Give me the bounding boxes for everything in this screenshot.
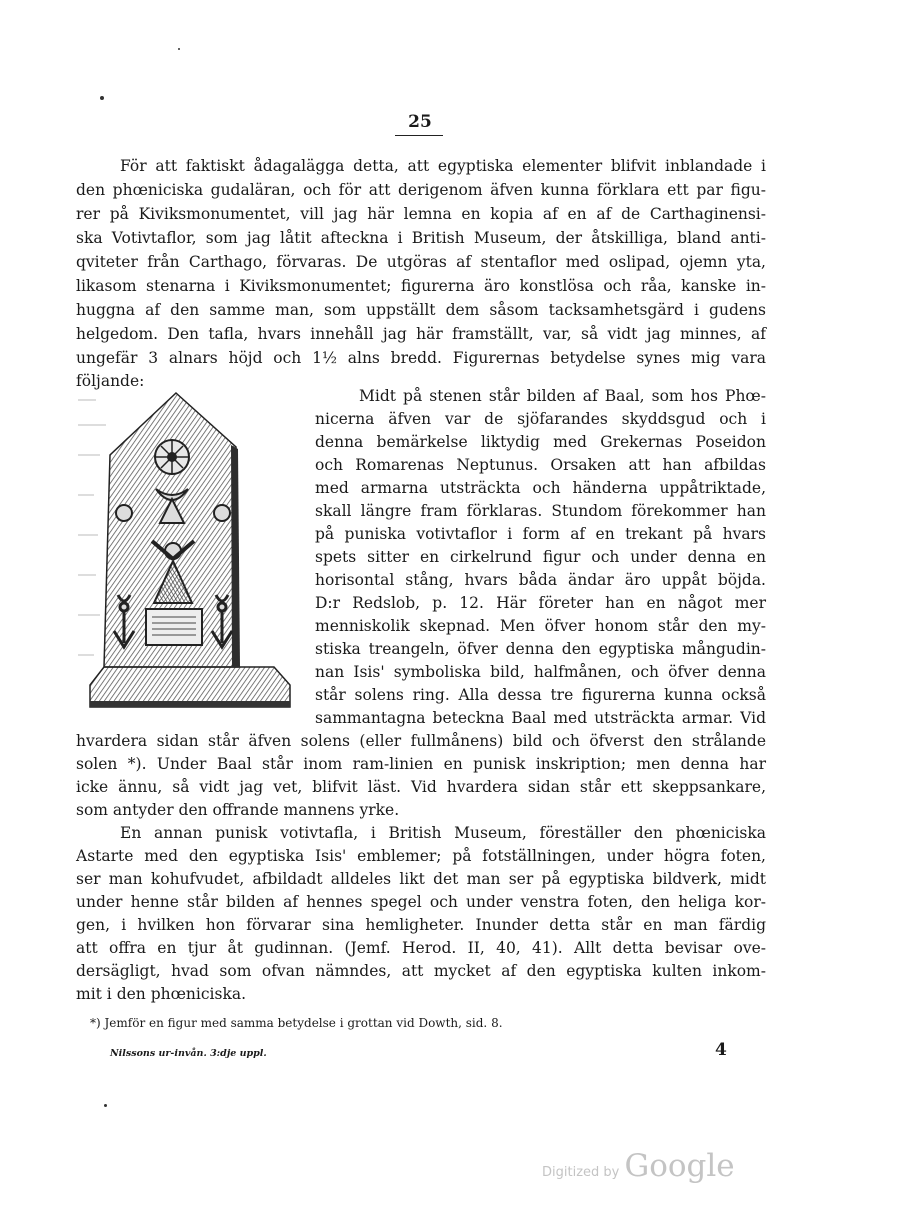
speck-3	[104, 1104, 107, 1107]
text-line: horisontal stång, hvars båda ändar äro uppåt böjda.	[315, 571, 766, 589]
text-line: D:r Redslob, p. 12. Här företer han en något mer	[315, 594, 766, 612]
text-line: spets sitter en cirkelrund figur och under denna en	[315, 548, 766, 566]
text-line: sammantagna beteckna Baal med utsträckta armar. Vid	[315, 709, 766, 727]
text-line: En annan punisk votivtafla, i British Museum, föreställer den phœniciska	[120, 824, 766, 842]
text-line: stiska treangeln, öfver denna den egyptiska mångudin-	[315, 640, 766, 658]
text-line: mit i den phœniciska.	[76, 985, 247, 1003]
text-line: Midt på stenen står bilden af Baal, som hos Phœ-	[359, 387, 766, 405]
text-line: likasom stenarna i Kiviksmonumentet; figurerna äro konstlösa och råa, kanske in-	[76, 277, 766, 295]
text-line: nan Isis' symboliska bild, halfmånen, och öfver denna	[315, 663, 766, 681]
page-number: 25	[408, 112, 432, 132]
inscription-frame	[146, 609, 202, 645]
right-disc-icon	[214, 505, 230, 521]
votive-stele-illustration	[76, 385, 316, 720]
text-line: med armarna utsträckta och händerna uppåtriktade,	[315, 479, 766, 497]
text-line: menniskolik skepnad. Men öfver honom står den my-	[315, 617, 766, 635]
left-disc-icon	[116, 505, 132, 521]
watermark-prefix: Digitized by	[542, 1165, 620, 1180]
speck-1	[100, 96, 104, 100]
text-line: och Romarenas Neptunus. Orsaken att han afbildas	[315, 456, 766, 474]
text-line: skall längre fram förklaras. Stundom förekommer han	[315, 502, 766, 520]
text-line: nicerna äfven var de sjöfarandes skyddsgud och i	[315, 410, 766, 428]
text-line: under henne står bilden af hennes spegel och under venstra foten, den heliga kor-	[76, 893, 766, 911]
page-number-rule	[395, 135, 443, 136]
text-line: huggna af den samme man, som uppställt dem såsom tacksamhetsgärd i gudens	[76, 301, 766, 319]
digitized-watermark	[542, 1148, 735, 1184]
text-line: den phœniciska gudaläran, och för att derigenom äfven kunna förklara ett par figu-	[76, 181, 766, 199]
text-line: gen, i hvilken hon förvarar sina hemligheter. Inunder detta står en man färdig	[76, 916, 766, 934]
speck-2	[178, 48, 180, 50]
text-line: ungefär 3 alnars höjd och 1½ alns bredd. Figurernas betydelse synes mig vara	[76, 349, 766, 367]
text-line: dersägligt, hvad som ofvan nämndes, att mycket af den egyptiska kulten inkom-	[76, 962, 766, 980]
watermark-brand: Google	[624, 1148, 735, 1184]
text-line: hvardera sidan står äfven solens (eller fullmånens) bild och öfverst den strålande	[76, 732, 766, 750]
text-line: som antyder den offrande mannens yrke.	[76, 801, 400, 819]
text-line: står solens ring. Alla dessa tre figurerna kunna också	[315, 686, 766, 704]
text-line: på puniska votivtaflor i form af en trekant på hvars	[315, 525, 766, 543]
text-line: följande:	[76, 372, 145, 390]
text-line: För att faktiskt ådagalägga detta, att egyptiska elementer blifvit inblandade i	[120, 157, 766, 175]
sun-wheel-icon	[155, 440, 189, 474]
text-line: icke ännu, så vidt jag vet, blifvit läst. Vid hvardera sidan står ett skeppsankare,	[76, 778, 766, 796]
text-line: solen *). Under Baal står inom ram-linien en punisk inskription; men denna har	[76, 755, 766, 773]
text-line: Astarte med den egyptiska Isis' emblemer; på fotställningen, under högra foten,	[76, 847, 766, 865]
text-line: rer på Kiviksmonumentet, vill jag här lemna en kopia af en af de Carthaginensi-	[76, 205, 766, 223]
footnote: *) Jemför en figur med samma betydelse i grottan vid Dowth, sid. 8.	[90, 1016, 503, 1030]
text-line: att offra en tjur åt gudinnan. (Jemf. Herod. II, 40, 41). Allt detta bevisar ove-	[76, 939, 766, 957]
text-line: ser man kohufvudet, afbildadt alldeles likt det man ser på egyptiska bildverk, midt	[76, 870, 766, 888]
printer-signature: Nilssons ur-invån. 3:dje uppl.	[110, 1048, 267, 1059]
text-line: ska Votivtaflor, som jag låtit afteckna i British Museum, der åtskilliga, bland anti-	[76, 229, 766, 247]
sheet-mark: 4	[715, 1040, 727, 1060]
text-line: qviteter från Carthago, förvaras. De utgöras af stentaflor med oslipad, ojemn yta,	[76, 253, 766, 271]
text-line: helgedom. Den tafla, hvars innehåll jag här framställt, var, så vidt jag minnes, af	[76, 325, 766, 343]
text-line: denna bemärkelse liktydig med Grekernas Poseidon	[315, 433, 766, 451]
background-hatching	[78, 400, 106, 655]
